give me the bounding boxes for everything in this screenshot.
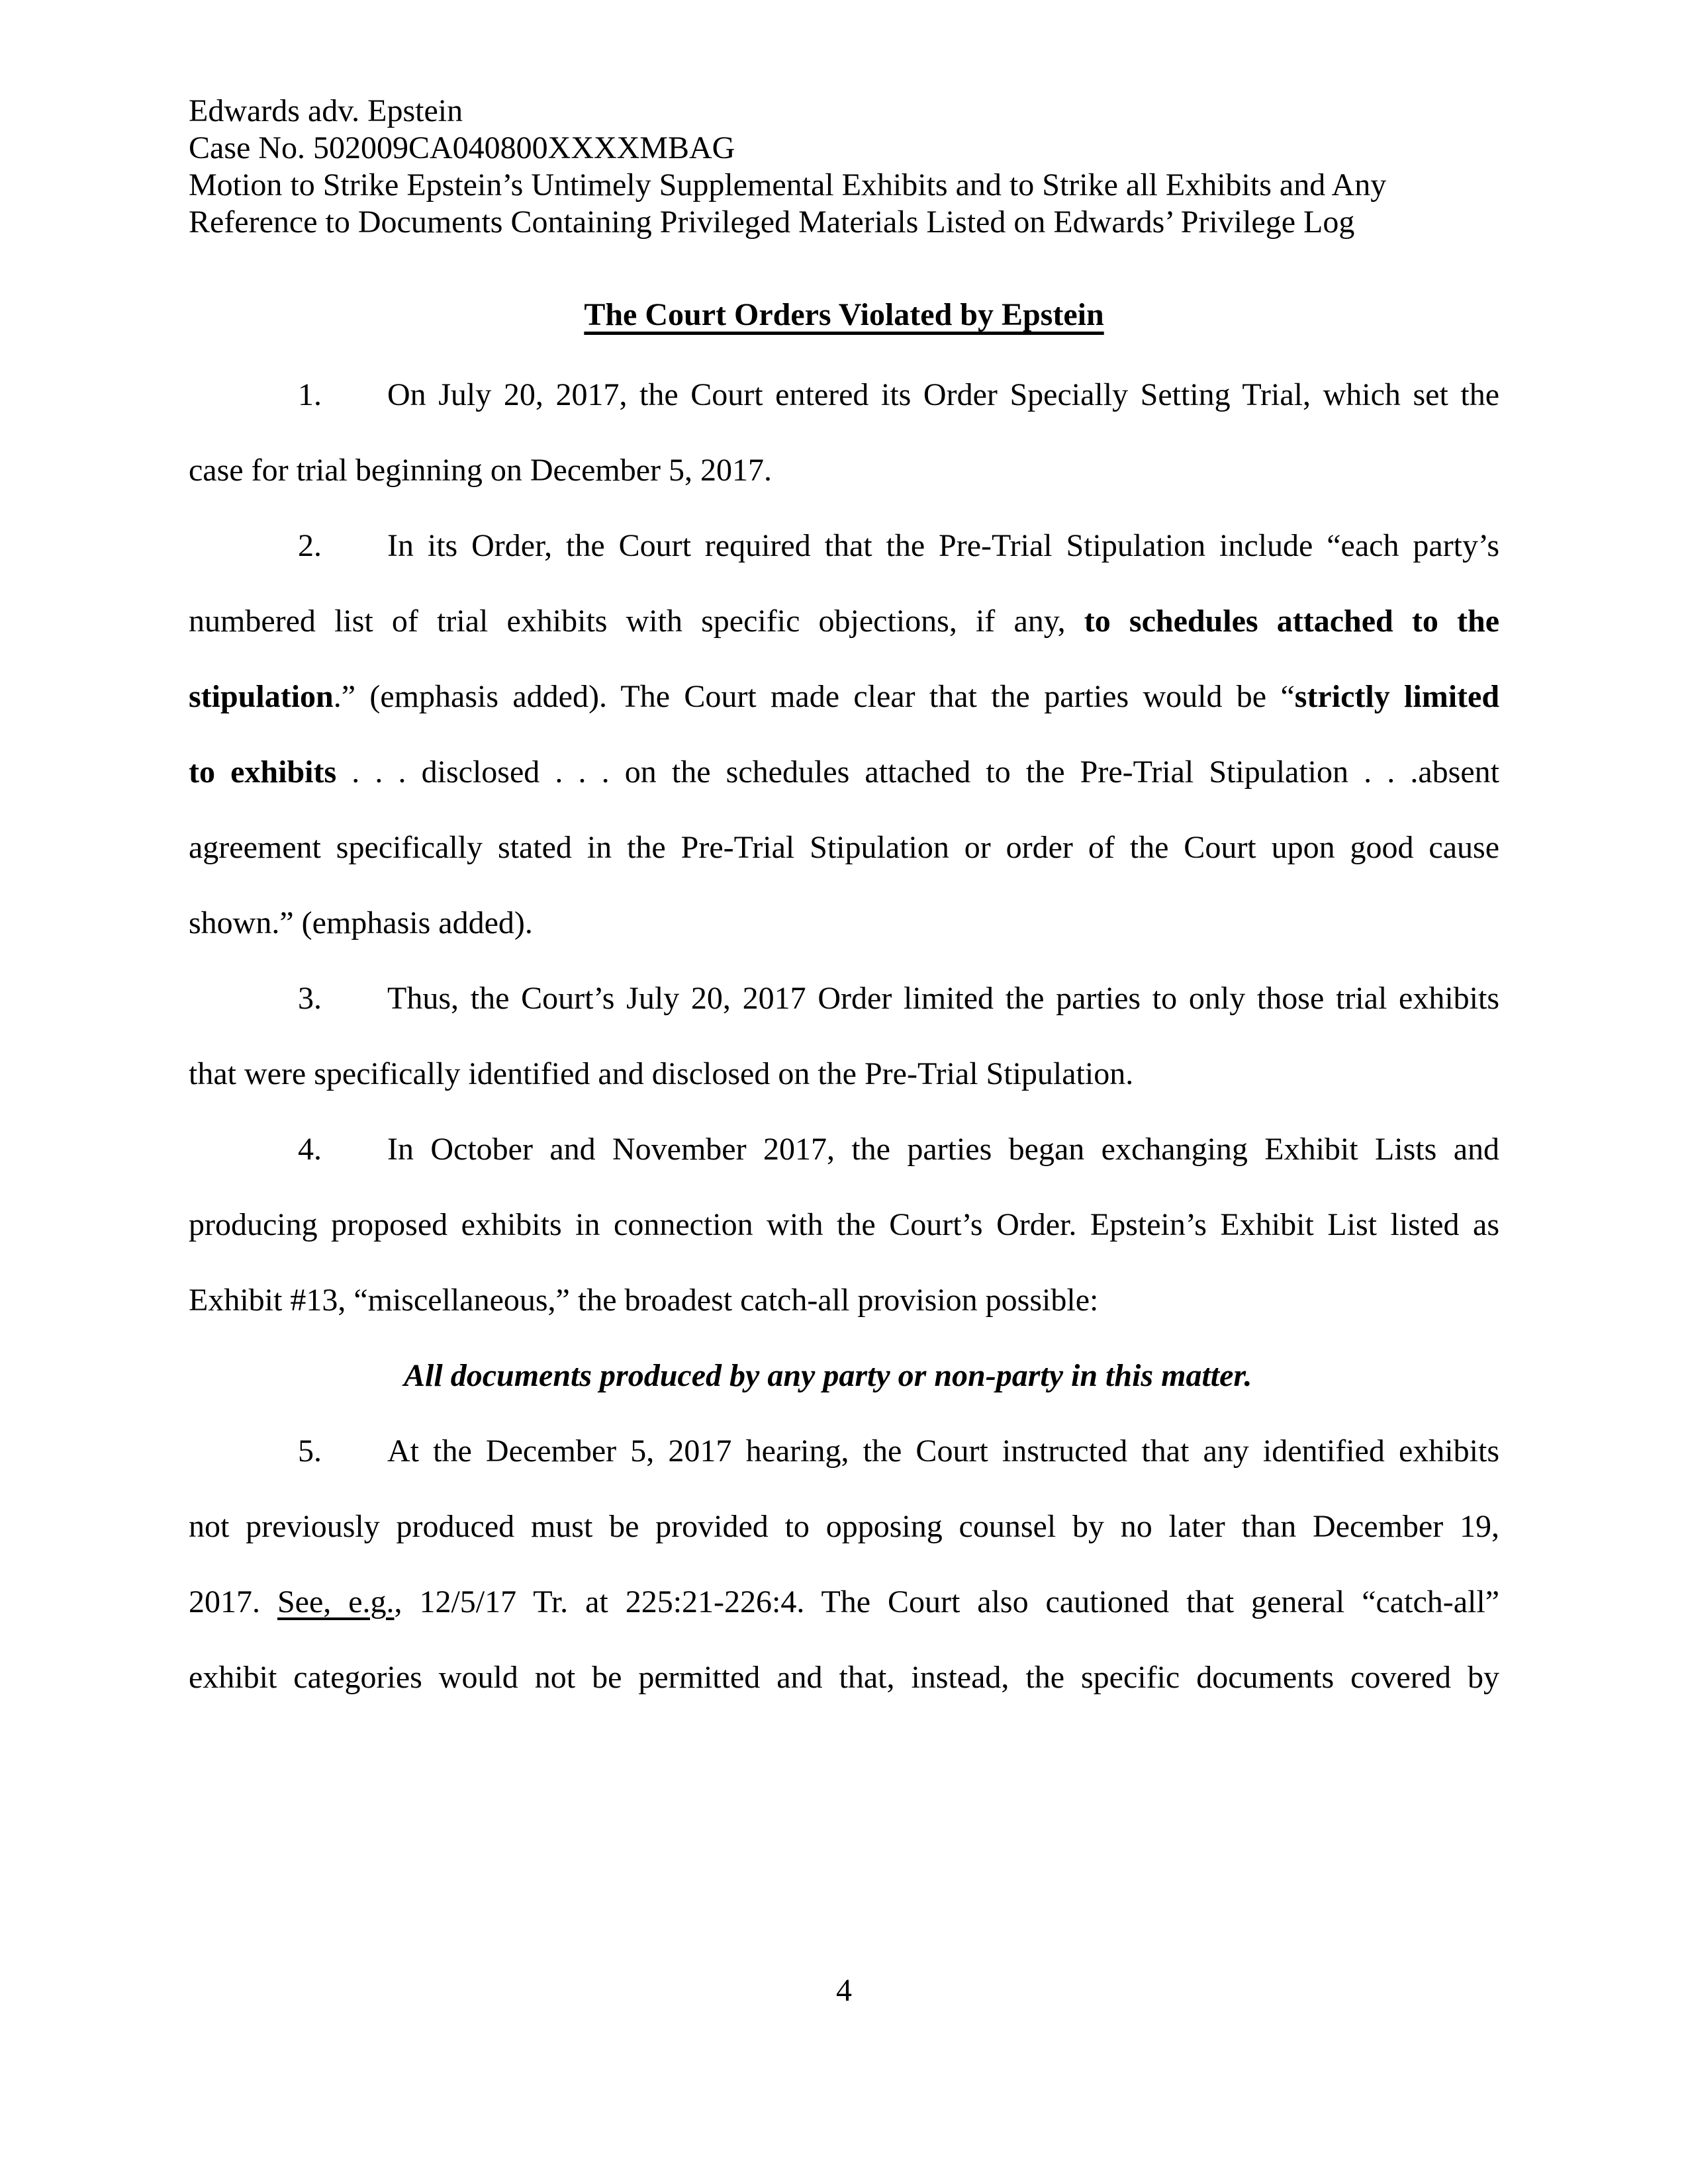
- paragraph-line: [189, 1489, 1499, 1565]
- text-run: , 12/5/17 Tr. at 225:21-226:4. The Court also cautioned that general “catch-all”: [394, 1584, 1499, 1619]
- paragraph-line: [189, 1414, 1499, 1489]
- paragraph-number: 2.: [298, 528, 322, 563]
- text-run: See, e.g.: [277, 1584, 395, 1619]
- text-run: At the December 5, 2017 hearing, the Court instructed that any identified exhibits: [387, 1433, 1499, 1469]
- text-run: strictly limited: [1294, 679, 1499, 714]
- text-run: 2017.: [189, 1584, 277, 1619]
- body-paragraph: [189, 961, 1499, 1112]
- paragraph-line: [189, 584, 1499, 659]
- text-run: All documents produced by any party or non-party in this matter.: [404, 1358, 1252, 1393]
- paragraph-line: [189, 735, 1499, 810]
- text-run: .” (emphasis added). The Court made clear that the parties would be “: [333, 679, 1295, 714]
- paragraph-line: [189, 961, 1499, 1036]
- paragraphs: [189, 357, 1499, 1715]
- text-run: to schedules attached to the: [1084, 604, 1499, 639]
- text-run: Thus, the Court’s July 20, 2017 Order limited the parties to only those trial exhibits: [387, 981, 1499, 1016]
- paragraph-number: 1.: [298, 377, 322, 412]
- caption-line-case-number: Case No. 502009CA040800XXXXMBAG: [189, 130, 735, 165]
- text-run: On July 20, 2017, the Court entered its Order Specially Setting Trial, which set the: [387, 377, 1499, 412]
- paragraph-line: [189, 886, 1499, 961]
- caption-line-motion-title-2: Reference to Documents Containing Privileged Materials Listed on Edwards’ Privilege Log: [189, 205, 1355, 240]
- text-run: In its Order, the Court required that the Pre-Trial Stipulation include “each party’s: [387, 528, 1499, 563]
- paragraph-line: [189, 1036, 1499, 1112]
- text-run: Exhibit #13, “miscellaneous,” the broadest catch-all provision possible:: [189, 1283, 1099, 1318]
- paragraph-line: [189, 357, 1499, 433]
- body-paragraph: [189, 508, 1499, 961]
- paragraph-line: [189, 1640, 1499, 1715]
- text-run: case for trial beginning on December 5, 2017.: [189, 453, 773, 488]
- paragraph-line: [189, 433, 1499, 508]
- body-paragraph: [189, 357, 1499, 508]
- body-paragraph: [189, 1414, 1499, 1715]
- case-caption: [189, 0, 1499, 241]
- paragraph-number: 3.: [298, 981, 322, 1016]
- block-quote: [189, 1338, 1499, 1414]
- text-run: to exhibits: [189, 754, 337, 790]
- paragraph-number: 5.: [298, 1433, 322, 1469]
- text-run: exhibit categories would not be permitted and that, instead, the specific documents covered by: [189, 1660, 1499, 1695]
- paragraph-line: [189, 1338, 1499, 1414]
- text-run: not previously produced must be provided to opposing counsel by no later than December 19,: [189, 1509, 1499, 1544]
- section-heading: The Court Orders Violated by Epstein: [584, 297, 1104, 332]
- text-run: stipulation: [189, 679, 334, 714]
- paragraph-line: [189, 1112, 1499, 1187]
- page-number: 4: [836, 1973, 852, 2008]
- paragraph-line: [189, 1565, 1499, 1640]
- paragraph-line: [189, 659, 1499, 735]
- text-run: shown.” (emphasis added).: [189, 905, 533, 940]
- text-run: numbered list of trial exhibits with specific objections, if any,: [189, 604, 1084, 639]
- paragraph-line: [189, 1187, 1499, 1263]
- text-run: agreement specifically stated in the Pre-Trial Stipulation or order of the Court upon good cause: [189, 830, 1499, 865]
- paragraph-line: [189, 810, 1499, 886]
- body-paragraph: [189, 1112, 1499, 1338]
- paragraph-number: 4.: [298, 1132, 322, 1167]
- text-run: that were specifically identified and disclosed on the Pre-Trial Stipulation.: [189, 1056, 1134, 1091]
- text-run: . . . disclosed . . . on the schedules attached to the Pre-Trial Stipulation . . .absent: [336, 754, 1499, 790]
- text-run: producing proposed exhibits in connection with the Court’s Order. Epstein’s Exhibit List listed as: [189, 1207, 1499, 1242]
- caption-line-party: Edwards adv. Epstein: [189, 93, 463, 128]
- document-content: [189, 0, 1499, 1715]
- paragraph-line: [189, 1263, 1499, 1338]
- text-run: In October and November 2017, the parties began exchanging Exhibit Lists and: [387, 1132, 1499, 1167]
- caption-line-motion-title-1: Motion to Strike Epstein’s Untimely Supplemental Exhibits and to Strike all Exhibits and Any: [189, 167, 1387, 203]
- paragraph-line: [189, 508, 1499, 584]
